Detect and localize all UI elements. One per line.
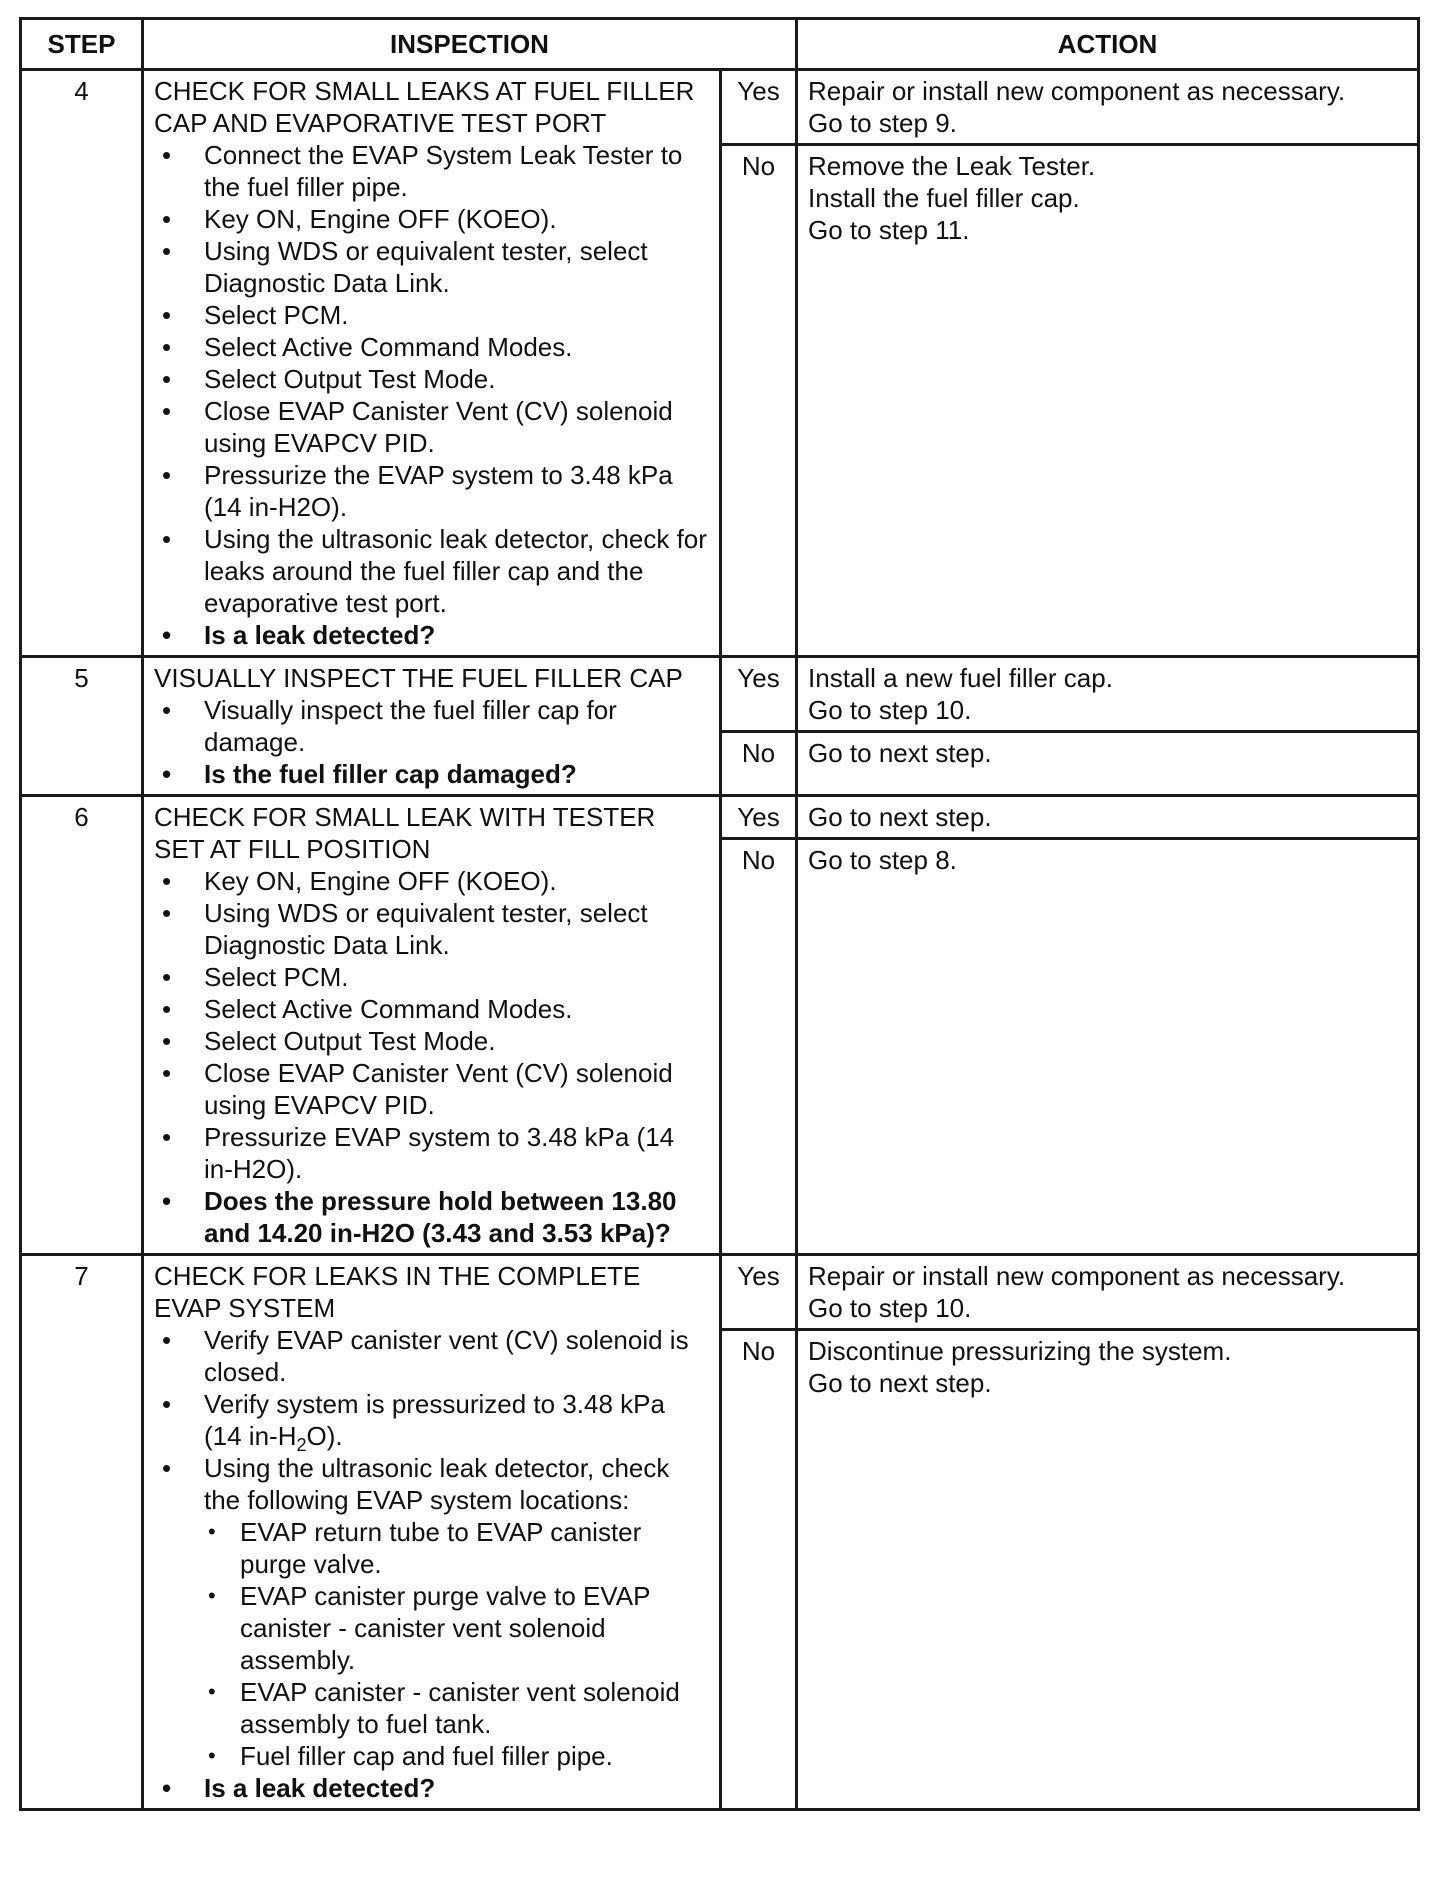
inspection-question: • Is the fuel filler cap damaged?	[154, 758, 709, 790]
action-line: Go to next step.	[808, 738, 992, 768]
inspection-title: CHECK FOR SMALL LEAKS AT FUEL FILLER CAP AND EVAPORATIVE TEST PORT	[154, 76, 695, 138]
subscript-two: 2	[296, 1435, 307, 1456]
action-line: Repair or install new component as necessary.	[808, 1261, 1346, 1291]
action-line: Go to step 8.	[808, 845, 957, 875]
step-number: 6	[21, 796, 143, 1255]
list-item: • Close EVAP Canister Vent (CV) solenoid using EVAPCV PID.	[154, 1057, 709, 1121]
locations-intro: Using the ultrasonic leak detector, check the following EVAP system locations:	[204, 1453, 670, 1515]
header-step: STEP	[21, 19, 143, 70]
no-label: No	[721, 732, 797, 796]
header-action: ACTION	[797, 19, 1419, 70]
inspection-list	[154, 1324, 709, 1804]
inspection-title: CHECK FOR SMALL LEAK WITH TESTER SET AT FILL POSITION	[154, 802, 656, 864]
yes-label: Yes	[721, 796, 797, 839]
yes-label: Yes	[721, 70, 797, 145]
list-item: • Close EVAP Canister Vent (CV) solenoid using EVAPCV PID.	[154, 395, 709, 459]
yes-label: Yes	[721, 1255, 797, 1330]
inspection-list	[154, 139, 709, 651]
inspection-title: CHECK FOR LEAKS IN THE COMPLETE EVAP SYSTEM	[154, 1261, 641, 1323]
yes-action	[797, 70, 1419, 145]
action-line: Go to step 9.	[808, 108, 957, 138]
inspection-title: VISUALLY INSPECT THE FUEL FILLER CAP	[154, 663, 683, 693]
yes-label: Yes	[721, 657, 797, 732]
step-row-yes	[21, 657, 1419, 732]
no-action	[797, 145, 1419, 657]
list-item: • Select PCM.	[154, 299, 709, 331]
location-item: • EVAP canister purge valve to EVAP canister - canister vent solenoid assembly.	[204, 1580, 709, 1676]
pressure-text: Verify system is pressurized to 3.48 kPa (14 in-H	[204, 1389, 665, 1451]
no-label: No	[721, 145, 797, 657]
inspection-question: • Is a leak detected?	[154, 619, 709, 651]
action-line: Install the fuel filler cap.	[808, 183, 1080, 213]
action-line: Discontinue pressurizing the system.	[808, 1336, 1232, 1366]
list-item: • Select Active Command Modes.	[154, 993, 709, 1025]
action-line: Install a new fuel filler cap.	[808, 663, 1113, 693]
no-action	[797, 839, 1419, 1255]
yes-action	[797, 796, 1419, 839]
list-item: • Visually inspect the fuel filler cap for damage.	[154, 694, 709, 758]
action-line: Go to step 11.	[808, 215, 970, 245]
no-action	[797, 1330, 1419, 1810]
list-item: • Verify EVAP canister vent (CV) solenoid is closed.	[154, 1324, 709, 1388]
action-line: Go to step 10.	[808, 1293, 972, 1323]
action-line: Go to next step.	[808, 802, 992, 832]
list-item: • Connect the EVAP System Leak Tester to the fuel filler pipe.	[154, 139, 709, 203]
step-row-yes	[21, 1255, 1419, 1330]
header-inspection: INSPECTION	[143, 19, 797, 70]
list-item: • Select PCM.	[154, 961, 709, 993]
pressure-text-end: O).	[306, 1421, 343, 1451]
no-label: No	[721, 839, 797, 1255]
list-item: • Select Output Test Mode.	[154, 363, 709, 395]
list-item: • Select Output Test Mode.	[154, 1025, 709, 1057]
action-line: Go to next step.	[808, 1368, 992, 1398]
action-line: Repair or install new component as necessary.	[808, 76, 1346, 106]
list-item: • Using WDS or equivalent tester, select Diagnostic Data Link.	[154, 897, 709, 961]
list-item: • Pressurize the EVAP system to 3.48 kPa (14 in-H2O).	[154, 459, 709, 523]
list-item	[154, 1388, 709, 1456]
step-number: 4	[21, 70, 143, 657]
list-item: • Key ON, Engine OFF (KOEO).	[154, 865, 709, 897]
inspection-question: • Is a leak detected?	[154, 1772, 709, 1804]
inspection-list	[154, 865, 709, 1249]
list-item: • Key ON, Engine OFF (KOEO).	[154, 203, 709, 235]
yes-action	[797, 657, 1419, 732]
action-line: Remove the Leak Tester.	[808, 151, 1096, 181]
inspection-cell	[143, 1255, 721, 1810]
inspection-cell	[143, 796, 721, 1255]
step-row-yes	[21, 796, 1419, 839]
step-number: 5	[21, 657, 143, 796]
location-item: • EVAP return tube to EVAP canister purge valve.	[204, 1516, 709, 1580]
step-number: 7	[21, 1255, 143, 1810]
action-line: Go to step 10.	[808, 695, 972, 725]
list-item: • Select Active Command Modes.	[154, 331, 709, 363]
header-row	[21, 19, 1419, 70]
inspection-cell	[143, 657, 721, 796]
location-item: • Fuel filler cap and fuel filler pipe.	[204, 1740, 709, 1772]
list-item	[154, 1452, 709, 1772]
diagnostic-table	[19, 17, 1420, 1811]
inspection-list	[154, 694, 709, 790]
inspection-question: • Does the pressure hold between 13.80 and 14.20 in-H2O (3.43 and 3.53 kPa)?	[154, 1185, 709, 1249]
list-item: • Using WDS or equivalent tester, select Diagnostic Data Link.	[154, 235, 709, 299]
no-action	[797, 732, 1419, 796]
step-row-yes	[21, 70, 1419, 145]
list-item: • Pressurize EVAP system to 3.48 kPa (14 in-H2O).	[154, 1121, 709, 1185]
location-item: • EVAP canister - canister vent solenoid assembly to fuel tank.	[204, 1676, 709, 1740]
no-label: No	[721, 1330, 797, 1810]
list-item: • Using the ultrasonic leak detector, check for leaks around the fuel filler cap and the evaporative test port.	[154, 523, 709, 619]
inspection-cell	[143, 70, 721, 657]
locations-list	[204, 1516, 709, 1772]
yes-action	[797, 1255, 1419, 1330]
